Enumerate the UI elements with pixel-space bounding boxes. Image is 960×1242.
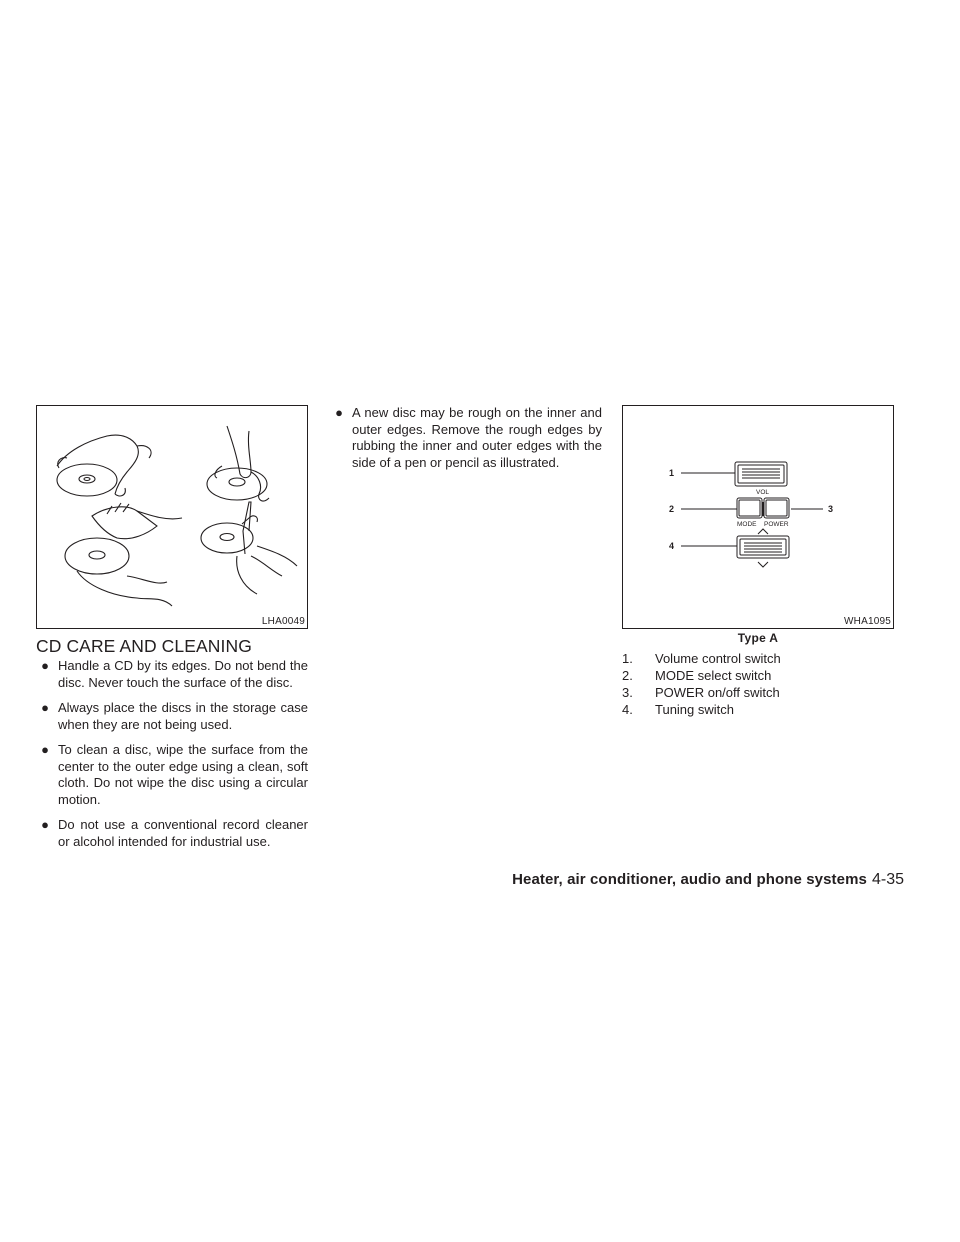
list-item: ● Always place the discs in the storage case when they are not being used. [36,700,308,733]
list-item: ● Handle a CD by its edges. Do not bend the disc. Never touch the surface of the disc. [36,658,308,691]
footer-section-name: Heater, air conditioner, audio and phone systems [512,871,867,888]
audio-controls-illustration [622,405,894,629]
cd-care-list [36,658,308,859]
callout-3: 3 [828,504,834,514]
page-footer [512,871,904,889]
page-number: 4-35 [871,871,904,888]
list-item: ● A new disc may be rough on the inner and outer edges. Remove the rough edges by rubbing the inner and outer edges with the side of a pen or pencil as illustrated. [330,405,602,471]
legend-item: 1. Volume control switch [622,651,781,666]
bullet-icon: ● [41,700,49,715]
list-item: ● To clean a disc, wipe the surface from the center to the outer edge using a clean, soft cloth. Do not wipe the disc using a circular motion. [36,742,308,808]
legend-item: 4. Tuning switch [622,702,734,717]
figure-code: WHA1095 [844,616,891,627]
audio-controls-drawing [623,406,893,628]
bullet-icon: ● [41,817,49,832]
cd-handling-illustration [36,405,308,629]
figure-caption: Type A [737,631,779,645]
switch-legend [622,650,781,718]
rough-edge-list [330,405,602,480]
callout-4: 4 [669,541,675,551]
cd-handling-drawing [37,406,307,628]
bullet-icon: ● [41,742,49,757]
legend-item: 3. POWER on/off switch [622,685,780,700]
list-item: ● Do not use a conventional record cleaner or alcohol intended for industrial use. [36,817,308,850]
bullet-icon: ● [41,658,49,673]
vol-label: VOL [756,489,770,496]
legend-item: 2. MODE select switch [622,668,772,683]
figure-code: LHA0049 [261,616,305,627]
callout-2: 2 [669,504,675,514]
callout-1: 1 [669,468,675,478]
power-label: POWER [764,521,789,528]
bullet-icon: ● [335,405,343,420]
mode-label: MODE [737,521,757,528]
section-title: CD CARE AND CLEANING [36,636,252,656]
